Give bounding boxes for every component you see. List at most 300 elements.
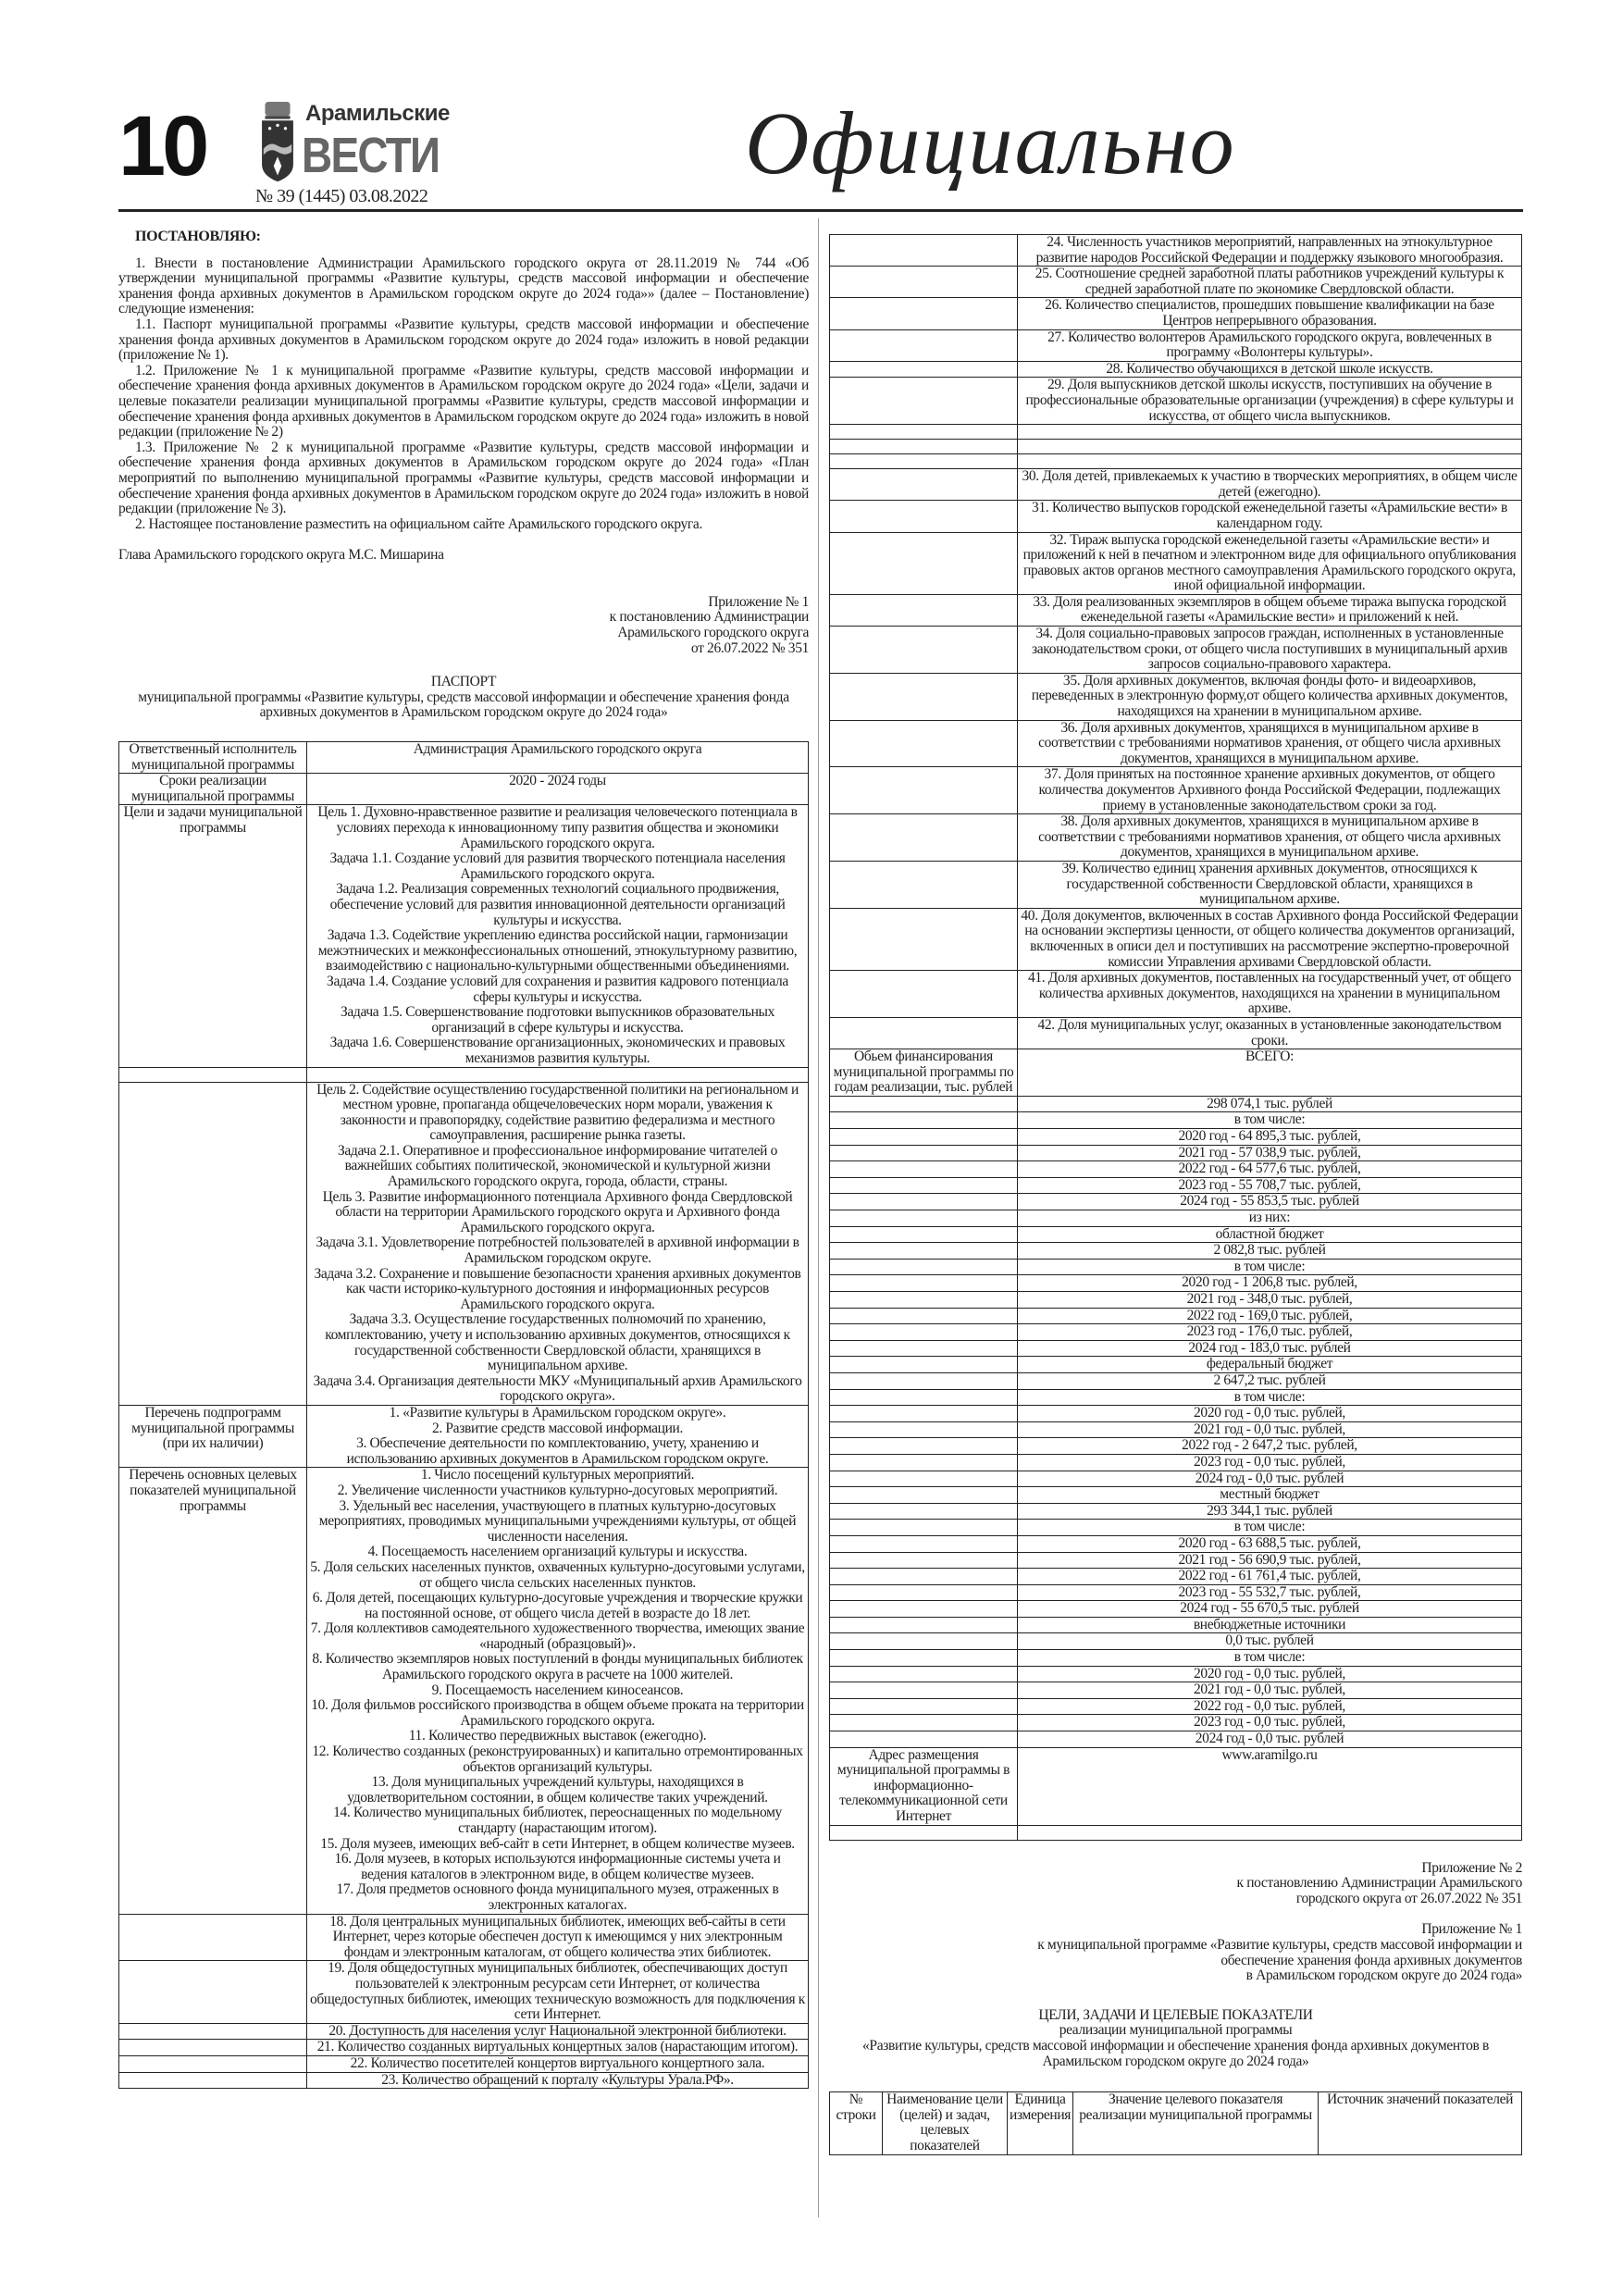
row-item: 13. Доля муниципальных учреждений культуры, находящихся в удовлетворительном состоянии, в общем количестве таких учреждений. [347,1774,768,1806]
row-item: в том числе: [1233,1649,1306,1666]
row-item: 19. Доля общедоступных муниципальных библиотек, обеспечивающих доступ пользователей к электронным ресурсам сети Интернет, от количества общедоступных библиотек, имеющих техническую возможность для подключения к сети Интернет. [310,1960,805,2023]
row-content [1018,1017,1522,1049]
table-row [830,1406,1522,1422]
row-item: 2024 год - 55 670,5 тыс. рублей [1180,1600,1359,1617]
row-label [830,378,1018,425]
row-item: 32. Тираж выпуска городской еженедельной газеты «Арамильские вести» и приложений к ней в печатном и электронном виде для официального опубликования правовых актов органов местного самоуправления Арамильского городского округа, иной официальной информации. [1022,531,1517,594]
row-label [119,1914,307,1961]
row-label [830,1112,1018,1129]
row-item: 2020 год - 64 895,3 тыс. рублей, [1178,1128,1361,1145]
row-item: 2020 - 2024 годы [509,773,606,789]
decree-paragraph: 2. Настоящее постановление разместить на официальном сайте Арамильского городского округа. [135,515,702,532]
row-content [1018,1503,1522,1520]
row-item: местный бюджет [1220,1486,1319,1503]
row-label [830,501,1018,532]
table-row [830,1324,1522,1341]
table-row [830,673,1522,720]
appendix-1-note [118,595,809,656]
column-divider [818,218,819,2217]
row-label [830,1275,1018,1292]
row-content [1018,1650,1522,1667]
row-item: 17. Доля предметов основного фонда муниципального музея, отраженных в электронных каталогах. [336,1881,779,1913]
table-row [119,805,809,1067]
table-row [119,2023,809,2040]
table-row [830,1731,1522,1748]
table-row [830,235,1522,267]
row-label [830,1129,1018,1146]
row-item: 2022 год - 169,0 тыс. рублей, [1186,1307,1353,1323]
row-label [830,469,1018,501]
row-label [119,2072,307,2089]
row-item: 2024 год - 183,0 тыс. рублей [1188,1339,1351,1356]
table-row [119,742,809,774]
row-label [830,971,1018,1018]
row-content [1018,1049,1522,1097]
row-item: 38. Доля архивных документов, хранящихся в муниципальном архиве в соответствии с требованиями нормативов хранения, от общего числа архивных документов, хранящихся в муниципальном архиве. [1038,813,1501,861]
row-item: 27. Количество волонтеров Арамильского городского округа, вовлеченных в программу «Волонтеры культуры». [1047,329,1492,361]
row-label: Перечень подпрограмм муниципальной программы (при их наличии) [119,1405,307,1467]
decree-body [118,256,809,533]
row-content [1018,532,1522,594]
row-content [1018,1747,1522,1825]
row-item: 25. Соотношение средней заработной платы работников учреждений культуры к средней заработной плате по экономике Свердловской области. [1035,266,1505,297]
row-label [830,454,1018,469]
row-content [1018,1292,1522,1309]
goals-table-header [830,2092,1522,2154]
appendix-line: к постановлению Администрации Арамильского [1236,1875,1522,1892]
row-content [1018,1096,1522,1112]
row-content [1018,1535,1522,1552]
table-row [830,329,1522,361]
row-item: 30. Доля детей, привлекаемых к участию в творческих мероприятиях, в общем числе детей (ежегодно). [1022,468,1518,500]
appendix-line: городского округа от 26.07.2022 № 351 [1295,1890,1522,1906]
table-row [830,1292,1522,1309]
passport-table-continued [829,234,1522,1841]
goals-program: «Развитие культуры, средств массовой информации и обеспечение хранения фонда архивных документов в Арамильском городском округе до 2024 года» [862,2037,1489,2069]
row-content [1018,1471,1522,1487]
row-content [1018,1340,1522,1357]
row-label [830,425,1018,440]
row-item: 8. Количество экземпляров новых поступлений в фонды муниципальных библиотек Арамильского городского округа в расчете на 1000 жителей. [312,1651,803,1683]
appendix-1-program-note [829,1922,1522,1983]
row-item: 2022 год - 2 647,2 тыс. рублей, [1182,1437,1357,1454]
row-label [830,1243,1018,1260]
row-label [830,1357,1018,1373]
row-label [830,594,1018,626]
row-label [830,767,1018,814]
row-item: 293 344,1 тыс. рублей [1207,1502,1332,1519]
passport-table [118,741,809,2089]
row-item: 2023 год - 55 532,7 тыс. рублей, [1178,1583,1361,1600]
table-row [830,1049,1522,1097]
table-row [119,1082,809,1405]
row-item: 10. Доля фильмов российского производства в общем объеме проката на территории Арамильского городского округа. [311,1697,804,1729]
row-label [830,532,1018,594]
row-content [1018,1406,1522,1422]
row-content [1018,1112,1522,1129]
row-item: 4. Посещаемость населением организаций культуры и искусства. [367,1544,748,1560]
row-item: 298 074,1 тыс. рублей [1207,1095,1332,1111]
table-row [119,774,809,805]
row-content [307,2055,809,2072]
row-item: Задача 2.1. Оперативное и профессиональное информирование читателей о важнейших событиях политической, экономической и культурной жизни Арамильского городского округа, города, области, страны. [337,1142,778,1190]
row-content [1018,1584,1522,1601]
header-rule [118,209,1523,212]
row-item: 35. Доля архивных документов, включая фонды фото- и видеоархивов, переведенных в электронную форму,от общего количества архивных документов, находящихся на хранении в муниципальном архиве. [1031,672,1508,720]
row-label [119,2023,307,2040]
row-label [830,1471,1018,1487]
row-content [1018,1210,1522,1227]
table-row [830,1243,1522,1260]
row-content [1018,1421,1522,1438]
row-label [830,235,1018,267]
decree-paragraph: 1.2. Приложение № 1 к муниципальной программе «Развитие культуры, средств массовой информации и обеспечение хранения фонда архивных документов в Арамильском городском округе до 2024 года» «Цели, задачи и целевые показатели реализации муниципальной программы «Развитие культуры, средств массовой информации и обеспечение хранения фонда архивных документов в Арамильском городском округе до 2024 года» изложить в новой редакции (приложение № 2) [118,362,809,441]
table-row [830,1112,1522,1129]
row-label [830,1324,1018,1341]
row-item: 41. Доля архивных документов, поставленных на государственный учет, от общего количества архивных документов, находящихся на хранении в муниципальном архиве. [1027,970,1512,1017]
row-label [830,1584,1018,1601]
row-content [1018,1145,1522,1161]
row-label [830,1698,1018,1715]
table-row [830,1096,1522,1112]
row-label [830,1421,1018,1438]
row-label: Цели и задачи муниципальной программы [119,805,307,1067]
goals-table [829,2091,1522,2154]
table-row [830,469,1522,501]
decree-paragraph: 1. Внести в постановление Администрации Арамильского городского округа от 28.11.2019 № 744 «Об утверждении муниципальной программы «Развитие культуры, средств массовой информации и обеспечение хранения фонда архивных документов в Арамильском городском округе до 2024 года»» (далее – Постановление) следующие изменения: [118,254,809,317]
row-content [1018,1357,1522,1373]
row-item: 33. Доля реализованных экземпляров в общем объеме тиража выпуска городской еженедельной газеты «Арамильские вести» и приложений к ней. [1033,593,1506,626]
row-content [1018,1633,1522,1650]
row-label [830,1389,1018,1406]
row-label [830,1617,1018,1633]
row-item: 2024 год - 55 853,5 тыс. рублей [1180,1193,1359,1210]
table-row [830,361,1522,378]
row-content [1018,767,1522,814]
row-content [1018,594,1522,626]
row-content [1018,267,1522,298]
row-item: 11. Количество передвижных выставок (ежегодно). [408,1728,707,1744]
row-label [830,1503,1018,1520]
row-item: 2022 год - 64 577,6 тыс. рублей, [1178,1160,1361,1177]
row-item: 20. Доступность для населения услуг Национальной электронной библиотеки. [328,2022,787,2039]
row-label [830,1438,1018,1455]
row-item: федеральный бюджет [1206,1356,1333,1372]
row-content [1018,1454,1522,1471]
row-label [830,1666,1018,1682]
row-content [1018,1275,1522,1292]
passport-title: ПАСПОРТ [430,674,497,690]
row-label [830,1145,1018,1161]
goals-subtitle: реализации муниципальной программы [1059,2022,1293,2039]
row-item: 2020 год - 0,0 тыс. рублей, [1194,1405,1345,1421]
table-row [830,1682,1522,1699]
row-content [1018,361,1522,378]
row-label [830,1177,1018,1194]
table-row [830,298,1522,329]
row-content [307,1405,809,1467]
row-label [119,2040,307,2056]
row-label [830,1194,1018,1210]
row-item: внебюджетные источники [1193,1616,1346,1632]
row-label [830,1650,1018,1667]
row-label [830,1292,1018,1309]
row-item: 2021 год - 0,0 тыс. рублей, [1194,1682,1345,1698]
row-content [1018,908,1522,970]
row-content [1018,501,1522,532]
table-row [830,814,1522,862]
row-label [830,1487,1018,1504]
row-item: 3. Удельный вес населения, участвующего в платных культурно-досуговых мероприятиях, проводимых муниципальными учреждениями культуры, от общей численности населения. [318,1497,797,1545]
col-header-row-number: № строки [830,2092,883,2154]
row-item: 2. Увеличение численности участников культурно-досуговых мероприятий. [337,1482,778,1498]
col-header-value: Значение целевого показателя реализации муниципальной программы [1073,2092,1319,2154]
row-label [830,1226,1018,1243]
row-item: в том числе: [1233,1519,1306,1535]
row-label [119,2055,307,2072]
table-row [830,1145,1522,1161]
row-label [830,1372,1018,1389]
row-content [1018,861,1522,908]
logo-top-text: Арамильские [305,101,450,126]
row-item: 6. Доля детей, посещающих культурно-досуговые учреждения и творческие кружки на постоянной основе, от общего числа детей в возрасте до 18 лет. [312,1590,803,1621]
appendix-line: Арамильского городского округа [617,625,809,641]
row-content [1018,1308,1522,1324]
row-label [830,1731,1018,1748]
row-item: в том числе: [1233,1111,1306,1128]
table-row [830,1454,1522,1471]
row-item: Задача 3.2. Сохранение и повышение безопасности хранения архивных документов как части историко-культурного достояния и информационных ресурсов Арамильского городского округа. [314,1265,801,1312]
row-content [1018,1487,1522,1504]
row-label [830,627,1018,674]
table-row [119,2040,809,2056]
row-item: 2024 год - 0,0 тыс. рублей [1195,1470,1344,1486]
row-label [830,1210,1018,1227]
row-item: Администрация Арамильского городского округа [413,741,702,758]
row-label [830,1340,1018,1357]
row-item: 2023 год - 0,0 тыс. рублей, [1194,1714,1345,1731]
row-content [1018,1682,1522,1699]
row-item: Цель 1. Духовно-нравственное развитие и реализация человеческого потенциала в условиях перехода к инновационному типу развития общества и экономики Арамильского городского округа. [317,804,798,851]
table-row [830,861,1522,908]
row-item: 2023 год - 55 708,7 тыс. рублей, [1178,1176,1361,1193]
row-item: Задача 1.1. Создание условий для развития творческого потенциала населения Арамильского городского округа. [329,850,786,882]
table-row [830,425,1522,440]
table-row [830,454,1522,469]
table-row [830,1438,1522,1455]
row-item: 31. Количество выпусков городской еженедельной газеты «Арамильские вести» в календарном году. [1032,500,1507,531]
table-row [830,1471,1522,1487]
goals-title: ЦЕЛИ, ЗАДАЧИ И ЦЕЛЕВЫЕ ПОКАЗАТЕЛИ [1038,2006,1313,2023]
row-content [1018,627,1522,674]
table-row [119,1468,809,1914]
row-label [830,440,1018,454]
table-row [830,440,1522,454]
row-content [1018,720,1522,767]
row-label [830,1633,1018,1650]
row-content [1018,469,1522,501]
row-label [830,267,1018,298]
appendix-line: к постановлению Администрации [609,609,809,626]
signature: Глава Арамильского городского округа М.С. Мишарина [118,547,444,564]
row-content [307,774,809,805]
row-item: 2023 год - 0,0 тыс. рублей, [1194,1453,1345,1470]
row-content [1018,378,1522,425]
table-row [830,1715,1522,1731]
table-row [830,1372,1522,1389]
row-item: Задача 1.3. Содействие укреплению единства российской нации, гармонизации межэтнических и межконфессиональных отношений, этнокультурному развитию, взаимодействию с национально-культурными общественными объединениями. [317,927,798,974]
row-content [1018,440,1522,454]
row-label [830,1259,1018,1275]
row-label [830,329,1018,361]
row-item: 21. Количество созданных виртуальных концертных залов (нарастающим итогом). [316,2039,799,2055]
table-row [830,1584,1522,1601]
appendix-line: Приложение № 1 [708,593,809,610]
row-content [307,1468,809,1914]
row-item: 23. Количество обращений к порталу «Культуры Урала.РФ». [381,2071,734,2088]
row-content [1018,1129,1522,1146]
row-item: 5. Доля сельских населенных пунктов, охваченных культурно-досуговыми услугами, от общего числа сельских населенных пунктов. [310,1558,805,1591]
table-row [830,532,1522,594]
row-content [1018,1243,1522,1260]
row-item: 2 647,2 тыс. рублей [1213,1371,1326,1388]
appendix-line: в Арамильском городском округе до 2024 года» [1245,1967,1522,1984]
row-item: 1. «Развитие культуры в Арамильском городском округе». [389,1404,726,1421]
row-item: 29. Доля выпускников детской школы искусств, поступивших на обучение в профессиональные образовательные организации (учреждения) в сфере культуры и искусства, от общего числа выпускников. [1025,377,1514,424]
row-item: 26. Количество специалистов, прошедших повышение квалификации на базе Центров непрерывного образования. [1045,297,1494,329]
row-item: Задача 3.3. Осуществление государственных полномочий по хранению, комплектованию, учету и использованию архивных документов, относящихся к государственной собственности Свердловской области, хранящихся в муниципальном архиве. [325,1311,790,1374]
row-item: 2022 год - 61 761,4 тыс. рублей, [1178,1568,1361,1584]
row-content [1018,425,1522,440]
decree-heading: ПОСТАНОВЛЯЮ: [135,229,261,244]
row-content [1018,454,1522,469]
row-content [1018,1617,1522,1633]
passport-subtitle: муниципальной программы «Развитие культуры, средств массовой информации и обеспечение хранения фонда архивных документов в Арамильском городском округе до 2024 года» [138,689,789,721]
row-item: 22. Количество посетителей концертов виртуального концертного зала. [350,2054,765,2071]
row-content [1018,971,1522,1018]
row-content [1018,814,1522,862]
logo-main-text: ВЕСТИ [302,128,440,183]
row-item: 18. Доля центральных муниципальных библиотек, имеющих веб-сайты в сети Интернет, через которые обеспечен доступ к имеющимся у них электронным фондам и электронным каталогам, от общего количества этих библиотек. [329,1913,786,1960]
table-row [119,2055,809,2072]
coat-of-arms-icon [257,102,298,183]
col-header-source: Источник значений показателей [1319,2092,1522,2154]
row-item: в том числе: [1233,1388,1306,1405]
row-content [307,2023,809,2040]
table-row [830,1650,1522,1667]
row-content [307,1914,809,1961]
row-label [830,1406,1018,1422]
table-row [830,908,1522,970]
row-content [1018,1601,1522,1618]
row-content [1018,1226,1522,1243]
row-label: Перечень основных целевых показателей муниципальной программы [119,1468,307,1914]
table-row [830,627,1522,674]
row-item: областной бюджет [1215,1225,1324,1242]
row-content [307,805,809,1067]
table-row [830,501,1522,532]
row-content [1018,1569,1522,1585]
row-content [1018,1825,1522,1840]
row-item: Задача 1.4. Создание условий для сохранения и развития кадрового потенциала сферы культуры и искусства. [327,973,788,1005]
row-content [1018,1731,1522,1748]
table-row [830,1194,1522,1210]
row-item: 7. Доля коллективов самодеятельного художественного творчества, имеющих звание «народный (образцовый)». [310,1620,805,1652]
row-item: 24. Численность участников мероприятий, направленных на этнокультурное развитие народов Российской Федерации и поддержку языкового многообразия. [1035,234,1504,266]
right-column [829,234,1522,2155]
row-item: Задача 1.6. Совершенствование организационных, экономических и правовых механизмов развития культуры. [329,1035,786,1066]
row-item: 9. Посещаемость населением киносеансов. [431,1682,684,1698]
table-row [830,1161,1522,1178]
row-item: 2020 год - 1 206,8 тыс. рублей, [1182,1274,1357,1291]
row-content [1018,1666,1522,1682]
row-content [1018,1177,1522,1194]
table-row [119,1961,809,2023]
row-item: 2021 год - 57 038,9 тыс. рублей, [1178,1144,1361,1160]
row-label [830,861,1018,908]
row-item: Цель 2. Содействие осуществлению государственной политики на региональном и местном уровне, пропаганда общечеловеческих норм морали, уважения к законности и правопорядку, содействие развитию федерализма и местного самоуправления, расширение рынка газеты. [316,1081,799,1144]
row-content [1018,329,1522,361]
issue-info: № 39 (1445) 03.08.2022 [255,186,428,206]
row-label: Сроки реализации муниципальной программы [119,774,307,805]
row-content [1018,1161,1522,1178]
row-label [119,1082,307,1405]
appendix-line: от 26.07.2022 № 351 [690,639,809,656]
table-row [830,1177,1522,1194]
row-item: Цель 3. Развитие информационного потенциала Архивного фонда Свердловской области на территории Арамильского городского округа и Архивного фонда Арамильского городского округа. [322,1188,793,1235]
row-content [307,1082,809,1405]
row-item: 42. Доля муниципальных услуг, оказанных в установленные законодательством сроки. [1037,1016,1502,1049]
row-item: Задача 1.2. Реализация современных технологий социального продвижения, обеспечение условий для развития инновационной деятельности организаций культуры и искусства. [329,881,786,928]
section-title: Официально [745,93,1236,192]
row-item: 3. Обеспечение деятельности по комплектованию, учету, хранению и использованию архивных документов в Арамильском городском округе. [346,1435,769,1467]
table-row [119,1914,809,1961]
row-item: 0,0 тыс. рублей [1225,1632,1314,1649]
row-item: 2022 год - 0,0 тыс. рублей, [1194,1697,1345,1714]
table-row [830,1340,1522,1357]
table-row [830,1666,1522,1682]
row-label [830,673,1018,720]
table-row [830,1357,1522,1373]
row-content [1018,1194,1522,1210]
table-row [830,1520,1522,1536]
table-row [830,1017,1522,1049]
row-label [830,298,1018,329]
row-content [307,2072,809,2089]
row-content [1018,673,1522,720]
appendix-line: Приложение № 1 [1421,1921,1522,1938]
row-item: ВСЕГО: [1245,1049,1295,1065]
table-row [830,1601,1522,1618]
row-label: Ответственный исполнитель муниципальной программы [119,742,307,774]
row-label [830,1552,1018,1569]
row-label [830,1682,1018,1699]
newspaper-logo [250,102,481,183]
table-row [830,1617,1522,1633]
row-label [830,1535,1018,1552]
row-label [119,1067,307,1082]
row-content [1018,1438,1522,1455]
row-item: 14. Количество муниципальных библиотек, переоснащенных по модельному стандарту (нарастающим итогом). [333,1805,782,1836]
row-item: Задача 3.1. Удовлетворение потребностей пользователей в архивной информации в Арамильском городском округе. [316,1235,799,1267]
row-label [830,1520,1018,1536]
row-item: 34. Доля социально-правовых запросов граждан, исполненных в установленные законодательством сроки, от общего числа поступивших в муниципальный архив запросов социально-правового характера. [1032,626,1507,673]
table-row [830,1226,1522,1243]
row-content [307,2040,809,2056]
row-content [1018,1520,1522,1536]
table-row [830,267,1522,298]
row-label [830,1715,1018,1731]
